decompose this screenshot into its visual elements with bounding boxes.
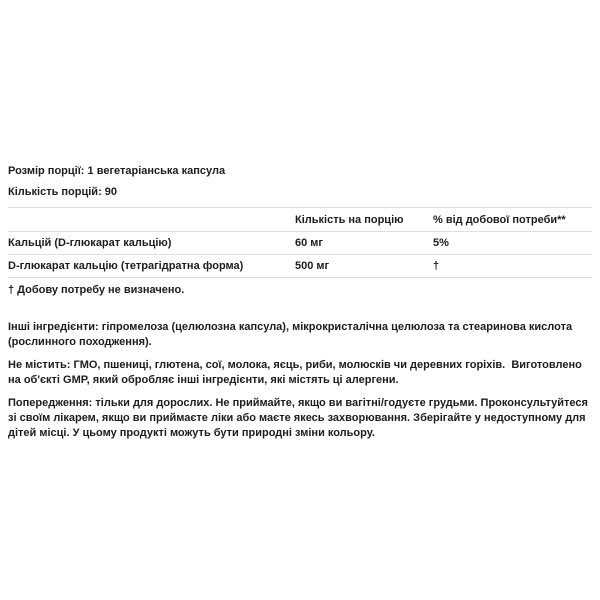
other-ingredients-section: [8, 320, 592, 350]
nutrient-amount: 60 мг: [295, 237, 324, 249]
serving-size-line: [8, 165, 592, 177]
nutrient-daily-value: 5%: [433, 237, 449, 249]
nutrient-amount: 500 мг: [295, 260, 330, 272]
table-header-amount: Кількість на порцію: [295, 214, 404, 226]
serving-size-label: Розмір порції:: [8, 165, 85, 177]
table-row: [8, 231, 592, 254]
nutrient-name: D-глюкарат кальцію (тетрагідратна форма): [8, 260, 244, 272]
serving-size-value: 1 вегетаріанська капсула: [87, 165, 226, 177]
other-ingredients-label: Інші інгредієнти:: [8, 321, 99, 333]
description-sections: [8, 320, 592, 449]
table-header-daily-value: % від добової потреби**: [433, 214, 566, 226]
table-header-row: [8, 207, 592, 231]
does-not-contain-text: ГМО, пшениці, глютена, сої, молока, яєць, риби, молюсків чи деревних горіхів. Виготовлено на об'єкті GMP, який обробляє інші інгредієнти, які містять ці алергени.: [8, 359, 582, 386]
supplement-facts-table: [8, 207, 592, 278]
warnings-section: [8, 396, 592, 441]
does-not-contain-section: [8, 358, 592, 388]
servings-value: 90: [104, 186, 118, 198]
daily-value-footnote: † Добову потребу не визначено.: [8, 284, 185, 296]
does-not-contain-label: Не містить:: [8, 359, 71, 371]
warnings-text: тільки для дорослих. Не приймайте, якщо ви вагітні/годуєте грудьми. Проконсультуйтеся зі своїм лікарем, якщо ви приймаєте ліки або маєте якесь захворювання. Зберігайте у недоступному для дітей місці. У цьому продукті можуть бути природні зміни кольору.: [8, 397, 588, 439]
nutrient-name: Кальцій (D-глюкарат кальцію): [8, 237, 172, 249]
table-header-empty: [8, 213, 295, 227]
warnings-label: Попередження:: [8, 397, 93, 409]
nutrient-daily-value: †: [433, 260, 440, 272]
servings-label: Кількість порцій:: [8, 186, 102, 198]
table-row: [8, 254, 592, 278]
other-ingredients-text: гіпромелоза (целюлозна капсула), мікрокристалічна целюлоза та стеаринова кислота (рослинного походження).: [8, 321, 573, 348]
servings-per-container-line: [8, 186, 592, 198]
